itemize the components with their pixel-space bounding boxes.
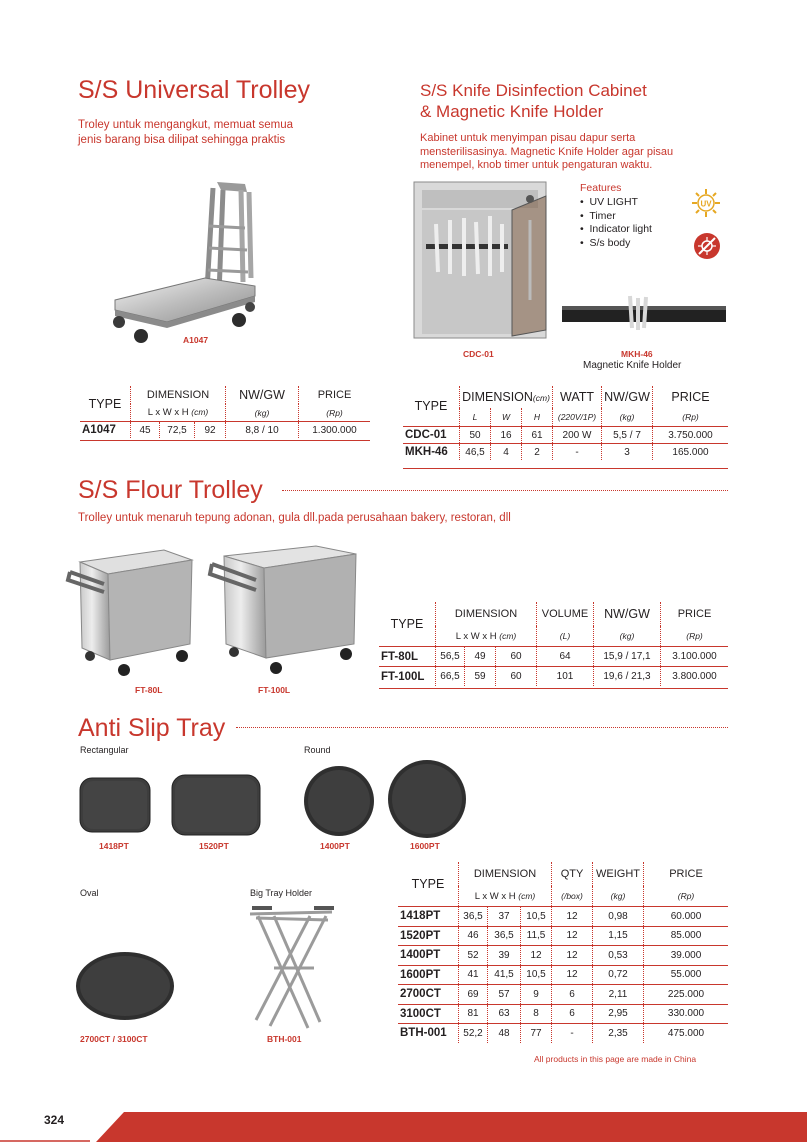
cell-price: 3.800.000 bbox=[661, 667, 729, 687]
cell-price: 165.000 bbox=[653, 444, 729, 461]
table-row bbox=[398, 1024, 728, 1043]
cell-price: 225.000 bbox=[644, 985, 729, 1005]
table-row bbox=[403, 444, 728, 461]
cell-type: BTH-001 bbox=[398, 1024, 459, 1043]
features-list bbox=[580, 196, 652, 250]
cell-l: 81 bbox=[459, 1004, 488, 1024]
flour-description: Trolley untuk menaruh tepung adonan, gula dll.pada perusahaan bakery, restoran, dll bbox=[78, 512, 511, 524]
flour-title: S/S Flour Trolley bbox=[78, 476, 263, 504]
knife-header-w: W bbox=[491, 408, 522, 427]
cell-l: 45 bbox=[131, 422, 160, 439]
trolley-header-type: TYPE bbox=[88, 396, 122, 411]
cell-l: 56,5 bbox=[436, 647, 465, 667]
tray-1520pt-image bbox=[170, 773, 262, 837]
label-big-tray-holder: Big Tray Holder bbox=[250, 888, 313, 898]
feature-item: • UV LIGHT bbox=[580, 196, 638, 208]
label-oval: Oval bbox=[80, 888, 99, 898]
tray-header-dimension: DIMENSION bbox=[459, 862, 552, 886]
section-divider bbox=[282, 490, 728, 491]
cell-l: 52 bbox=[459, 946, 488, 966]
knife-title-line2: & Magnetic Knife Holder bbox=[420, 102, 604, 121]
cell-price: 39.000 bbox=[644, 946, 729, 966]
svg-text:UV: UV bbox=[700, 199, 712, 209]
knife-header-nwgw: NW/GW bbox=[602, 386, 653, 408]
knife-header-price: PRICE bbox=[653, 386, 729, 408]
page-number: 324 bbox=[44, 1113, 65, 1127]
flour-header-volume-unit: (L) bbox=[537, 626, 594, 647]
cell-qty: 12 bbox=[552, 946, 593, 966]
caption-1418pt: 1418PT bbox=[99, 841, 129, 851]
footer-band bbox=[0, 1112, 807, 1142]
cell-h: 12 bbox=[521, 946, 552, 966]
cell-price: 85.000 bbox=[644, 926, 729, 946]
cell-price: 330.000 bbox=[644, 1004, 729, 1024]
tray-header-qty: QTY bbox=[552, 862, 593, 886]
cell-price: 1.300.000 bbox=[299, 422, 371, 439]
caption-1520pt: 1520PT bbox=[199, 841, 229, 851]
cell-w: 39 bbox=[488, 946, 521, 966]
flour-header-price: PRICE bbox=[661, 602, 729, 626]
cell-l: 52,2 bbox=[459, 1024, 488, 1043]
cell-w: 63 bbox=[488, 1004, 521, 1024]
tray-1418pt-image bbox=[78, 776, 153, 834]
cabinet-caption: CDC-01 bbox=[463, 349, 494, 359]
cell-nwgw: 5,5 / 7 bbox=[602, 427, 653, 444]
flour-80l-caption: FT-80L bbox=[135, 685, 163, 695]
caption-1600pt: 1600PT bbox=[410, 841, 440, 851]
cell-h: 77 bbox=[521, 1024, 552, 1043]
flour-header-volume: VOLUME bbox=[537, 602, 594, 626]
flour-100l-caption: FT-100L bbox=[258, 685, 291, 695]
caption-1400pt: 1400PT bbox=[320, 841, 350, 851]
cell-l: 50 bbox=[460, 427, 491, 444]
table-row bbox=[398, 1004, 728, 1024]
cell-volume: 101 bbox=[537, 667, 594, 687]
tray-header-weight: WEIGHT bbox=[593, 862, 644, 886]
cell-weight: 1,15 bbox=[593, 926, 644, 946]
cell-l: 66,5 bbox=[436, 667, 465, 687]
cell-qty: 12 bbox=[552, 926, 593, 946]
tray-oval-image bbox=[74, 950, 176, 1022]
cell-h: 60 bbox=[496, 647, 537, 667]
tray-holder-image bbox=[244, 902, 340, 1032]
cell-type: 3100CT bbox=[398, 1004, 459, 1024]
cell-w: 48 bbox=[488, 1024, 521, 1043]
table-row bbox=[398, 985, 728, 1005]
knife-header-h: H bbox=[522, 408, 553, 427]
trolley-header-dimension: DIMENSION bbox=[131, 386, 226, 404]
cell-price: 3.100.000 bbox=[661, 647, 729, 667]
cell-h: 11,5 bbox=[521, 926, 552, 946]
cell-h: 60 bbox=[496, 667, 537, 687]
trolley-image-caption: A1047 bbox=[183, 335, 209, 345]
cell-l: 69 bbox=[459, 985, 488, 1005]
flour-header-nwgw: NW/GW bbox=[594, 602, 661, 626]
cell-qty: 12 bbox=[552, 907, 593, 927]
cell-weight: 0,98 bbox=[593, 907, 644, 927]
table-row bbox=[379, 667, 728, 687]
trolley-description: Troley untuk mengangkut, memuat semua jenis barang bisa dilipat sehingga praktis bbox=[78, 119, 293, 146]
tray-header-price-unit: (Rp) bbox=[644, 886, 729, 907]
cell-weight: 2,11 bbox=[593, 985, 644, 1005]
flour-header-dimension-sub: L x W x H (cm) bbox=[436, 626, 537, 647]
tray-header-dimension-sub: L x W x H (cm) bbox=[459, 886, 552, 907]
cell-qty: 6 bbox=[552, 1004, 593, 1024]
cell-w: 4 bbox=[491, 444, 522, 461]
trolley-image bbox=[105, 178, 265, 346]
knife-title-line1: S/S Knife Disinfection Cabinet bbox=[420, 81, 647, 100]
flour-header-nwgw-unit: (kg) bbox=[594, 626, 661, 647]
cell-price: 3.750.000 bbox=[653, 427, 729, 444]
table-row bbox=[379, 647, 728, 667]
knife-header-watt: WATT bbox=[553, 386, 602, 408]
feature-item: • Timer bbox=[580, 209, 616, 222]
cell-volume: 64 bbox=[537, 647, 594, 667]
cell-w: 41,5 bbox=[488, 965, 521, 985]
cell-h: 61 bbox=[522, 427, 553, 444]
flour-spec-table bbox=[379, 602, 728, 686]
knife-header-l: L bbox=[460, 408, 491, 427]
cell-price: 475.000 bbox=[644, 1024, 729, 1043]
flour-trolley-80l-image bbox=[64, 540, 204, 685]
flour-header-type: TYPE bbox=[390, 617, 424, 631]
tray-header-weight-unit: (kg) bbox=[593, 886, 644, 907]
cell-w: 57 bbox=[488, 985, 521, 1005]
cell-price: 60.000 bbox=[644, 907, 729, 927]
made-in-note: All products in this page are made in China bbox=[534, 1054, 697, 1064]
cell-qty: 12 bbox=[552, 965, 593, 985]
cell-qty: 6 bbox=[552, 985, 593, 1005]
cell-weight: 0,53 bbox=[593, 946, 644, 966]
knife-header-price-unit: (Rp) bbox=[653, 408, 729, 427]
trolley-header-dimension-sub: L x W x H (cm) bbox=[131, 404, 226, 422]
tray-1400pt-image bbox=[302, 764, 376, 838]
table-row bbox=[398, 926, 728, 946]
cell-type: FT-100L bbox=[379, 667, 436, 687]
cell-watt: 200 W bbox=[553, 427, 602, 444]
cell-qty: - bbox=[552, 1024, 593, 1043]
tray-header-price: PRICE bbox=[644, 862, 729, 886]
cell-type: A1047 bbox=[80, 422, 131, 439]
cell-w: 36,5 bbox=[488, 926, 521, 946]
cell-h: 8 bbox=[521, 1004, 552, 1024]
caption-holder: BTH-001 bbox=[267, 1034, 302, 1044]
anti-bacteria-icon bbox=[693, 232, 721, 260]
cell-w: 16 bbox=[491, 427, 522, 444]
flour-header-dimension: DIMENSION bbox=[436, 602, 537, 626]
trolley-title: S/S Universal Trolley bbox=[78, 76, 311, 104]
cell-type: FT-80L bbox=[379, 647, 436, 667]
trolley-header-price-unit: (Rp) bbox=[299, 404, 371, 422]
holder-caption: MKH-46 bbox=[621, 349, 653, 359]
uv-badge-icon bbox=[691, 188, 721, 218]
cell-type: 1418PT bbox=[398, 907, 459, 927]
cell-l: 46 bbox=[459, 926, 488, 946]
tray-header-qty-unit: (/box) bbox=[552, 886, 593, 907]
knife-spec-table bbox=[403, 386, 728, 460]
trolley-header-nwgw: NW/GW bbox=[226, 386, 299, 404]
cell-h: 9 bbox=[521, 985, 552, 1005]
trolley-spec-table bbox=[80, 386, 370, 438]
cell-nwgw: 3 bbox=[602, 444, 653, 461]
table-row bbox=[398, 946, 728, 966]
features-title: Features bbox=[580, 182, 622, 194]
cell-l: 36,5 bbox=[459, 907, 488, 927]
cell-nwgw: 19,6 / 21,3 bbox=[594, 667, 661, 687]
cell-l: 41 bbox=[459, 965, 488, 985]
table-row bbox=[398, 965, 728, 985]
flour-trolley-100l-image bbox=[206, 540, 364, 688]
tray-spec-table bbox=[398, 862, 728, 1043]
cell-type: 1400PT bbox=[398, 946, 459, 966]
table-row bbox=[80, 422, 370, 439]
cell-watt: - bbox=[553, 444, 602, 461]
cell-weight: 0,72 bbox=[593, 965, 644, 985]
tray-title: Anti Slip Tray bbox=[78, 714, 226, 742]
trolley-header-nwgw-unit: (kg) bbox=[226, 404, 299, 422]
cell-weight: 2,95 bbox=[593, 1004, 644, 1024]
knife-header-dimension: DIMENSION(cm) bbox=[460, 386, 553, 408]
holder-label: Magnetic Knife Holder bbox=[583, 360, 682, 371]
cell-h: 92 bbox=[195, 422, 226, 439]
cell-nwgw: 15,9 / 17,1 bbox=[594, 647, 661, 667]
cell-type: MKH-46 bbox=[403, 444, 460, 461]
cell-type: 1520PT bbox=[398, 926, 459, 946]
cell-type: 2700CT bbox=[398, 985, 459, 1005]
flour-header-price-unit: (Rp) bbox=[661, 626, 729, 647]
feature-item: • S/s body bbox=[580, 236, 631, 249]
cell-w: 59 bbox=[465, 667, 496, 687]
caption-oval: 2700CT / 3100CT bbox=[80, 1034, 148, 1044]
knife-cabinet-image bbox=[412, 180, 552, 350]
cell-w: 49 bbox=[465, 647, 496, 667]
knife-header-nwgw-unit: (kg) bbox=[602, 408, 653, 427]
label-round: Round bbox=[304, 745, 331, 755]
feature-item: • Indicator light bbox=[580, 223, 652, 235]
magnetic-holder-image bbox=[560, 294, 728, 334]
cell-w: 72,5 bbox=[160, 422, 195, 439]
tray-1600pt-image bbox=[386, 758, 468, 840]
cell-h: 2 bbox=[522, 444, 553, 461]
knife-header-type: TYPE bbox=[414, 399, 448, 413]
cell-w: 37 bbox=[488, 907, 521, 927]
tray-header-type: TYPE bbox=[411, 877, 445, 891]
trolley-header-price: PRICE bbox=[299, 386, 371, 404]
table-row bbox=[403, 427, 728, 444]
table-row bbox=[398, 907, 728, 927]
section-divider bbox=[236, 727, 728, 728]
cell-h: 10,5 bbox=[521, 965, 552, 985]
knife-description: Kabinet untuk menyimpan pisau dapur serta mensterilisasinya. Magnetic Knife Holder agar pisau menempel, knob timer untuk pengaturan waktu. bbox=[420, 132, 674, 171]
cell-nwgw: 8,8 / 10 bbox=[226, 422, 299, 439]
knife-header-watt-unit: (220V/1P) bbox=[553, 408, 602, 427]
cell-type: 1600PT bbox=[398, 965, 459, 985]
label-rectangular: Rectangular bbox=[80, 745, 129, 755]
cell-type: CDC-01 bbox=[403, 427, 460, 444]
cell-l: 46,5 bbox=[460, 444, 491, 461]
cell-price: 55.000 bbox=[644, 965, 729, 985]
cell-h: 10,5 bbox=[521, 907, 552, 927]
cell-weight: 2,35 bbox=[593, 1024, 644, 1043]
